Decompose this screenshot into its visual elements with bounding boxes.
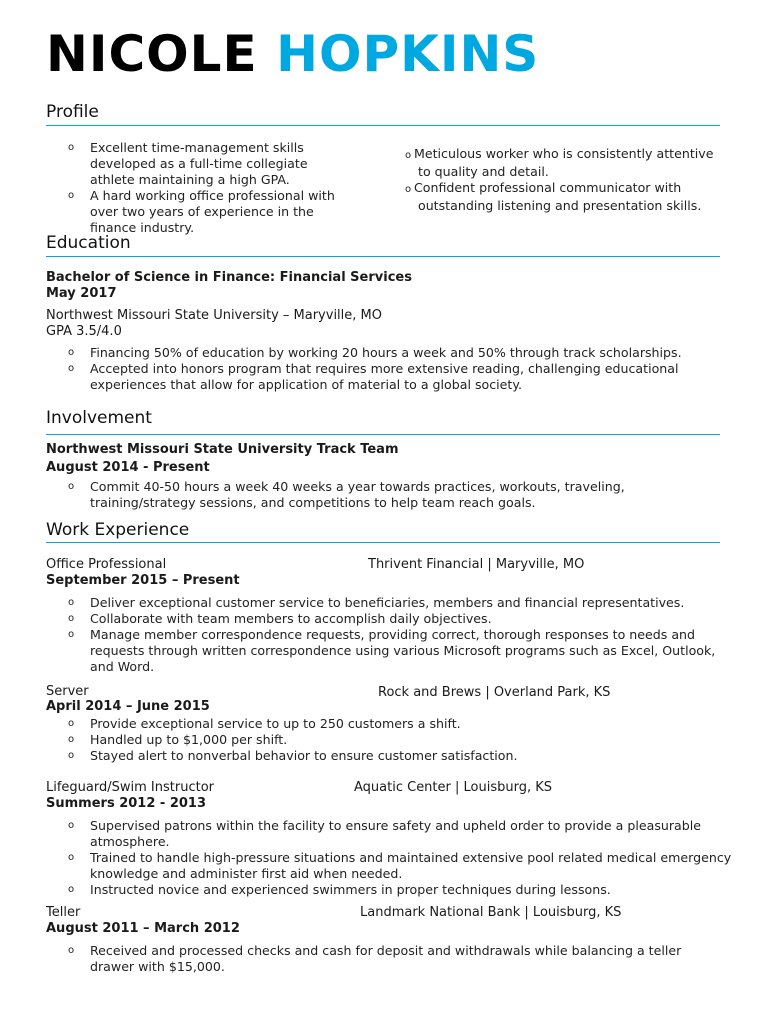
involvement-date: August 2014 - Present — [46, 460, 210, 475]
education-heading: Education — [46, 233, 131, 253]
list-item: o Received and processed checks and cash for deposit and withdrawals while balancing a teller drawer with $15,000. — [46, 943, 726, 975]
gpa: GPA 3.5/4.0 — [46, 324, 122, 339]
job-bullets — [46, 818, 736, 898]
profile-heading: Profile — [46, 102, 99, 122]
candidate-name — [46, 24, 539, 84]
list-item: o Excellent time-management skills developed as a full-time collegiate athlete maintaining a high GPA. — [46, 140, 346, 188]
list-item: o Deliver exceptional customer service to beneficiaries, members and financial representatives. — [46, 595, 736, 611]
school-name: Northwest Missouri State University – Maryville, MO — [46, 308, 382, 323]
job-date: August 2011 – March 2012 — [46, 921, 240, 936]
profile-divider — [46, 125, 720, 126]
list-item: o Supervised patrons within the facility to ensure safety and upheld order to provide a pleasurable atmosphere. — [46, 818, 736, 850]
job-employer: Aquatic Center | Louisburg, KS — [354, 780, 553, 795]
work-heading: Work Experience — [46, 520, 190, 540]
involvement-heading: Involvement — [46, 408, 152, 428]
job-employer: Rock and Brews | Overland Park, KS — [378, 685, 611, 700]
list-item: o Provide exceptional service to up to 250 customers a shift. — [46, 716, 736, 732]
job-role: Server — [46, 684, 89, 699]
list-item: o A hard working office professional with over two years of experience in the finance industry. — [46, 188, 346, 236]
list-item: o Stayed alert to nonverbal behavior to ensure customer satisfaction. — [46, 748, 736, 764]
job-date: September 2015 – Present — [46, 573, 240, 588]
involvement-list — [46, 479, 686, 511]
job-date: April 2014 – June 2015 — [46, 699, 210, 714]
education-divider — [46, 256, 720, 257]
list-item: o Instructed novice and experienced swimmers in proper techniques during lessons. — [46, 882, 736, 898]
profile-list-left — [46, 140, 346, 236]
job-bullets — [46, 943, 726, 975]
job-role: Office Professional — [46, 557, 167, 572]
job-employer: Landmark National Bank | Louisburg, KS — [360, 905, 622, 920]
degree-date: May 2017 — [46, 286, 117, 301]
degree-title: Bachelor of Science in Finance: Financial Services — [46, 270, 412, 285]
job-date: Summers 2012 - 2013 — [46, 796, 207, 811]
education-list — [46, 345, 726, 393]
job-bullets — [46, 595, 736, 675]
list-item: o Trained to handle high-pressure situations and maintained extensive pool related medical emergency knowledge and administer first aid when needed. — [46, 850, 736, 882]
profile-list-right — [396, 146, 726, 214]
first-name: NICOLE — [46, 25, 258, 83]
work-divider — [46, 542, 720, 543]
list-item: o Commit 40-50 hours a week 40 weeks a year towards practices, workouts, traveling, training/strategy sessions, and competitions to help team reach goals. — [46, 479, 686, 511]
list-item: o Confident professional communicator with outstanding listening and presentation skills. — [396, 180, 726, 214]
involvement-divider — [46, 434, 720, 435]
job-role: Lifeguard/Swim Instructor — [46, 780, 214, 795]
job-role: Teller — [46, 905, 81, 920]
list-item: o Manage member correspondence requests, providing correct, thorough responses to needs and requests through written correspondence using various Microsoft programs such as Excel, Outlook, and Word. — [46, 627, 736, 675]
list-item: o Accepted into honors program that requires more extensive reading, challenging educational experiences that allow for application of material to a global society. — [46, 361, 726, 393]
list-item: o Meticulous worker who is consistently attentive to quality and detail. — [396, 146, 726, 180]
list-item: o Collaborate with team members to accomplish daily objectives. — [46, 611, 736, 627]
last-name: HOPKINS — [276, 25, 540, 83]
involvement-org: Northwest Missouri State University Track Team — [46, 442, 399, 457]
list-item: o Financing 50% of education by working 20 hours a week and 50% through track scholarships. — [46, 345, 726, 361]
job-employer: Thrivent Financial | Maryville, MO — [368, 557, 585, 572]
list-item: o Handled up to $1,000 per shift. — [46, 732, 736, 748]
job-bullets — [46, 716, 736, 764]
